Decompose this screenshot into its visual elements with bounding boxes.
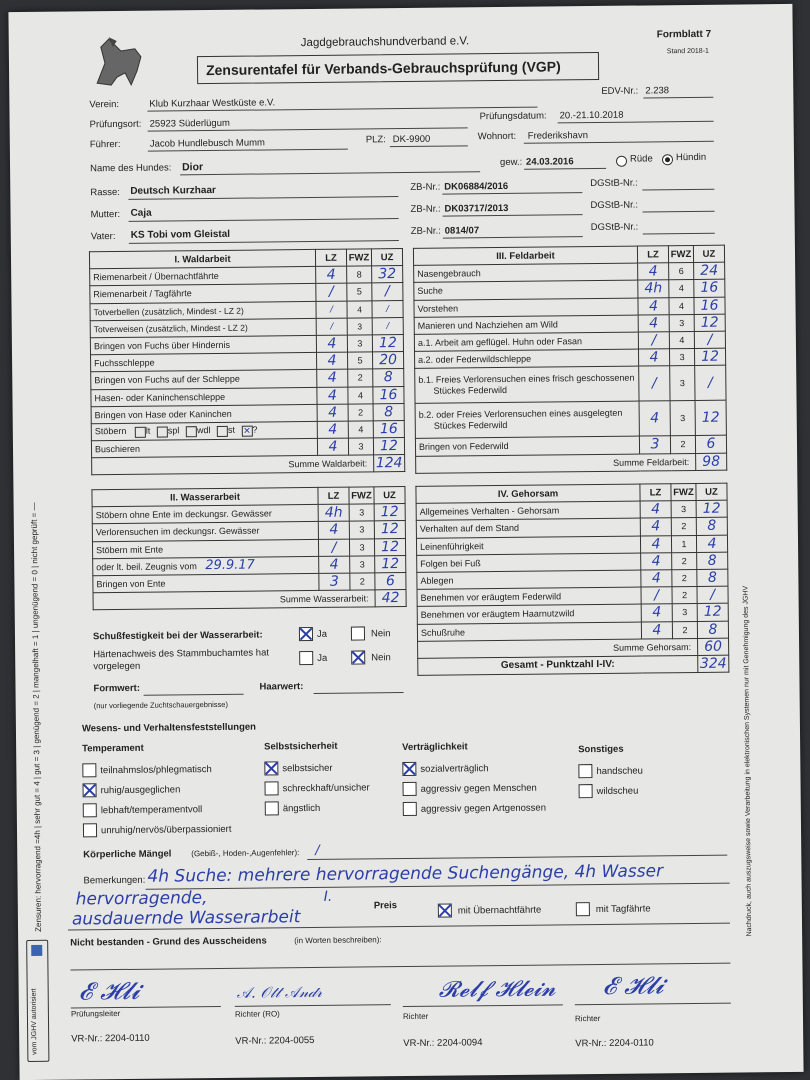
jghv-stamp-text: vom JGHV autorisiert [30,988,39,1055]
gehorsam-table: IV. Gehorsam LZ FWZ UZ Allgemeines Verhalten - Gehorsam 4 3 12 Verhalten auf dem Stand 4 2 8 Leinenführigkeit 4 1 4 Folgen bei Fuß 4 2 8 Ablegen 4 2 8 Benehmen vor eräugtem Federwild / 2 / Benehmen vor eräugtem Haarnutzwild 4 3 12 Schußruhe 4 2 8 Summe Gehorsam: 60 Gesamt - Punktzahl I-IV: 324 [415,483,729,676]
zb1-value: DK06884/2016 [444,180,509,193]
table-row: Stöbern lt spl wdl st ✕ ? 4 4 16 [91,420,404,440]
table-row: a.1. Arbeit am geflügel. Huhn oder Fasan / 4 / [414,331,725,351]
wasser-sum-row: Summe Wasserarbeit: 42 [93,590,406,610]
jghv-logo-icon [31,945,42,956]
nb-note: (in Worten beschreiben): [294,935,382,946]
datum-label: Prüfungsdatum: [479,110,547,123]
maengel-note: (Gebiß-, Hoden-,Augenfehler): [191,848,300,859]
table-row: Allgemeines Verhalten - Gehorsam 4 3 12 [416,500,727,520]
sonst-label-1: wildscheu [596,785,639,798]
selbst-title: Selbstsicherheit [264,740,338,753]
vertrag-label-1: aggressiv gegen Menschen [420,782,537,795]
uebernacht-checkbox[interactable] [438,904,452,918]
sonst-title: Sonstiges [578,743,624,756]
table-row: a.2. oder Federwildschleppe 4 3 12 [415,348,726,368]
gehorsam-title: IV. Gehorsam [416,484,640,504]
preis-number: I. [323,888,333,905]
mutter-label: Mutter: [90,208,121,221]
verein-value: Klub Kurzhaar Westküste e.V. [149,97,276,110]
ruede-radio[interactable] [616,156,627,167]
table-row: Totverweisen (zusätzlich, Mindest - LZ 2) / 3 / [90,317,403,337]
vertrag-title: Verträglichkeit [402,741,468,754]
schuss-nein-checkbox[interactable] [351,626,365,640]
sig-label-4: Richter [574,1013,601,1024]
ruede-label: Rüde [629,153,653,165]
vater-value: KS Tobi vom Gleistal [130,228,231,241]
temperament-checkbox-3[interactable] [83,823,97,837]
nb-label: Nicht bestanden - Grund des Ausscheidens [70,935,267,949]
gehorsam-sum-row: Summe Gehorsam: 60 [418,638,729,658]
haerte-ja-label: Ja [317,652,328,664]
fuehrer-label: Führer: [89,138,121,151]
wasser-title: II. Wasserarbeit [92,487,318,507]
vertrag-label-0: sozialverträglich [420,763,489,775]
table-row: Folgen bei Fuß 4 2 8 [417,552,728,572]
zucht-note: (nur vorliegende Zuchtschauergebnisse) [93,699,228,711]
huendin-radio[interactable] [662,154,673,165]
table-row: Nasengebrauch 4 6 24 [414,262,725,282]
form-title: Zensurentafel für Verbands-Gebrauchsprüfung (VGP) [205,58,561,79]
ort-label: Prüfungsort: [89,118,142,131]
table-row: b.2. oder Freies Verlorensuchen eines ausgelegten Stückes Federwild 4 3 12 [415,400,726,438]
vertrag-checkbox-2[interactable] [403,802,417,816]
verein-label: Verein: [89,98,120,111]
vertrag-label-2: aggressiv gegen Artgenossen [420,802,547,815]
uebernacht-label: mit Übernachtfährte [457,904,542,917]
table-row: Hasen- oder Kaninchenschleppe 4 4 16 [91,386,404,406]
table-row: Stöbern ohne Ente im deckungsr. Gewässer 4h 3 12 [92,504,405,524]
edv-value: 2.238 [645,85,670,97]
table-row: Benehmen vor eräugtem Haarnutzwild 4 3 12 [417,603,728,623]
selbst-checkbox-1[interactable] [265,781,279,795]
ort-value: 25923 Süderlügum [149,117,230,130]
zb3-value: 0814/07 [444,225,480,237]
bem-line-3: ausdauernde Wasserarbeit [71,907,301,930]
tagfaehrte-label: mit Tagfährte [595,903,651,916]
temperament-label-3: unruhig/nervös/überpassioniert [100,823,232,837]
signature-4: 𝓔 𝓗𝓵𝓲 [602,971,664,1000]
wald-sum-row: Summe Waldarbeit: 124 [92,455,405,475]
zb1-label: ZB-Nr.: [410,181,441,193]
table-row: Benehmen vor eräugtem Federwild / 2 / [417,586,728,606]
temperament-label-1: ruhig/ausgeglichen [100,784,181,797]
edv-label: EDV-Nr.: [601,85,639,97]
dgstb3-label: DGStB-Nr.: [590,221,639,234]
table-row: oder lt. beil. Zeugnis vom 29.9.17 4 3 12 [93,555,406,575]
vater-label: Vater: [90,231,116,243]
gew-value: 24.03.2016 [525,156,574,168]
table-row: Bringen von Federwild 3 2 6 [415,435,726,455]
table-row: b.1. Freies Verlorensuchen eines frisch geschossenen Stückes Federwild / 3 / [415,365,726,403]
table-row: Schußruhe 4 2 8 [417,621,728,641]
table-row: Ablegen 4 2 8 [417,569,728,589]
table-row: Stöbern mit Ente / 3 12 [92,538,405,558]
selbst-checkbox-0[interactable] [264,761,278,775]
haerte-ja-checkbox[interactable] [299,651,313,665]
schuss-ja-label: Ja [316,628,328,640]
table-row: Fuchsschleppe 4 5 20 [91,352,404,372]
datum-value: 20.-21.10.2018 [559,109,624,122]
temperament-label-0: teilnahmslos/phlegmatisch [100,764,212,777]
selbst-label-2: ängstlich [282,802,321,815]
haerte-nein-checkbox[interactable] [351,650,365,664]
table-row: Buschieren 4 3 12 [91,438,404,458]
table-row: Manieren und Nachziehen am Wild 4 3 12 [414,314,725,334]
dgstb1-label: DGStB-Nr.: [590,177,638,190]
temperament-checkbox-1[interactable] [83,783,97,797]
preis-label: Preis [373,900,398,912]
sonst-checkbox-0[interactable] [578,764,592,778]
rasse-value: Deutsch Kurzhaar [130,184,216,197]
dog-logo-icon [87,33,150,92]
maengel-label: Körperliche Mängel [83,848,172,861]
temperament-label-2: lebhaft/temperamentvoll [100,804,203,817]
sig-label-2: Richter (RO) [234,1009,280,1019]
grade-legend: Zensuren: hervorragend =4h | sehr gut = 4 | gut = 3 | genügend = 2 | mangelhaft = 1 | ungenügend = 0 | nicht geprüft = — [29,502,44,932]
wohnort-value: Frederikshavn [527,130,589,142]
bem-label: Bemerkungen: [83,874,146,887]
feld-title: III. Feldarbeit [413,246,637,266]
wohnort-label: Wohnort: [477,130,517,143]
table-row: Leinenführigkeit 4 1 4 [416,535,727,555]
vr-number-1: VR-Nr.: 2204-0110 [71,1032,150,1045]
gew-label: gew.: [499,156,523,168]
selbst-label-0: selbstsicher [282,762,333,775]
sig-label-3: Richter [402,1011,429,1022]
feld-sum-row: Summe Feldarbeit: 98 [416,453,727,473]
hund-label: Name des Hundes: [90,162,172,175]
form-number: Formblatt 7 [656,28,712,41]
table-row: Suche 4h 4 16 [414,280,725,300]
wald-table: I. Waldarbeit LZ FWZ UZ Riemenarbeit / Übernachtfährte 4 8 32 Riemenarbeit / Tagfährte / 5 / Totverbellen (zusätzlich, Mindest - LZ 2) / 4 / Totverweisen (zusätzlich, Mindest - LZ 2) / 3 / Bringen von Fuchs über Hindernis 4 3 12 Fuchsschleppe 4 5 20 Bringen von Fuchs auf der Schleppe 4 2 8 Hasen- oder Kaninchenschleppe 4 4 16 Bringen von Hase oder Kaninchen 4 2 8 Stöbern lt spl wdl st ✕ ? 4 4 16 Buschieren 4 3 12 Summe Waldarbeit: 124 [89,248,405,476]
feld-table: III. Feldarbeit LZ FWZ UZ Nasengebrauch 4 6 24 Suche 4h 4 16 Vorstehen 4 4 16 Manieren und Nachziehen am Wild 4 3 12 a.1. Arbeit am geflügel. Huhn oder Fasan / 4 / a.2. oder Federwildschleppe 4 3 12 b.1. Freies Verlorensuchen eines frisch geschossenen Stückes Federwild / 3 / b.2. oder Freies Verlorensuchen eines ausgelegten Stückes Federwild 4 3 12 Bringen von Federwild 3 2 6 Summe Feldarbeit: 98 [413,245,727,474]
selbst-label-1: schreckhaft/unsicher [282,782,370,795]
table-row: Riemenarbeit / Tagfährte / 5 / [90,283,403,303]
rasse-label: Rasse: [90,186,120,199]
total-row: Gesamt - Punktzahl I-IV: 324 [418,655,729,675]
maengel-value: / [315,842,320,858]
table-row: Bringen von Fuchs auf der Schleppe 4 2 8 [91,369,404,389]
mutter-value: Caja [130,207,152,219]
bem-line-1: 4h Suche: mehrere hervorragende Suchengänge, 4h Wasser [147,861,664,887]
title-box [197,52,599,84]
vertrag-checkbox-1[interactable] [403,782,417,796]
sonst-checkbox-1[interactable] [579,784,593,798]
zb2-label: ZB-Nr.: [410,203,441,215]
table-row: Bringen von Hase oder Kaninchen 4 2 8 [91,403,404,423]
huendin-label: Hündin [675,151,707,164]
temperament-checkbox-0[interactable] [82,763,96,777]
table-row: Bringen von Fuchs über Hindernis 4 3 12 [90,334,403,354]
haarwert-label: Haarwert: [259,681,304,693]
wasser-table: II. Wasserarbeit LZ FWZ UZ Stöbern ohne Ente im deckungsr. Gewässer 4h 3 12 Verlorensuchen im deckungsr. Gewässer 4 3 12 Stöbern mit Ente / 3 12 oder lt. beil. Zeugnis vom 29.9.17 4 3 12 Bringen von Ente 3 2 6 Summe Wasserarbeit: 42 [91,486,406,611]
formwert-label: Formwert: [93,682,141,695]
zb2-value: DK03717/2013 [444,202,509,215]
plz-label: PLZ: [365,134,386,146]
sig-label-1: Prüfungsleiter [70,1009,121,1019]
schuss-ja-checkbox[interactable] [299,627,313,641]
temperament-title: Temperament [82,742,144,755]
table-row: Verlorensuchen im deckungsr. Gewässer 4 3 12 [92,521,405,541]
haerte-label: Härtenachweis des Stammbuchamtes hat vorgelegen [93,647,270,673]
bem-line-2: hervorragende, [75,888,208,910]
form-sheet [8,4,803,1080]
signature-2: 𝒜. 𝒪𝓉𝓉 𝒜𝓃𝒹𝓇 [236,982,323,1002]
vr-number-3: VR-Nr.: 2204-0094 [403,1037,483,1050]
vr-number-2: VR-Nr.: 2204-0055 [235,1034,315,1047]
zb3-label: ZB-Nr.: [410,225,441,237]
jghv-stamp [26,940,49,1062]
table-row: Totverbellen (zusätzlich, Mindest - LZ 2) / 4 / [90,300,403,320]
schuss-label: Schußfestigkeit bei der Wasserarbeit: [92,629,263,643]
dgstb2-label: DGStB-Nr.: [590,199,639,212]
hund-value: Dior [182,161,204,174]
org-name: Jagdgebrauchshundverband e.V. [300,35,470,50]
form-stand: Stand 2018-1 [666,47,709,56]
copyright-note: Nachdruck, auch auszugsweise sowie Verarbeitung in elektronischen Systemen nur mit Genehmigung des JGHV [742,585,754,937]
signature-3: 𝓡𝓮𝓵𝓯 𝓗𝓵𝓮𝓲𝓷 [438,976,556,1003]
plz-value: DK-9900 [392,133,431,146]
table-row: Verhalten auf dem Stand 4 2 8 [416,518,727,538]
fuehrer-value: Jacob Hundlebusch Mumm [149,137,265,150]
signature-1: 𝓔 𝓗𝓵𝓲 [78,976,140,1006]
tagfaehrte-checkbox[interactable] [576,902,590,916]
haerte-nein-label: Nein [371,652,391,664]
sonst-label-0: handscheu [596,765,643,778]
table-row: Vorstehen 4 4 16 [414,297,725,317]
vertrag-checkbox-0[interactable] [402,762,416,776]
selbst-checkbox-2[interactable] [265,801,279,815]
temperament-checkbox-2[interactable] [83,803,97,817]
table-row: Riemenarbeit / Übernachtfährte 4 8 32 [90,266,403,286]
wesen-title: Wesens- und Verhaltensfeststellungen [81,721,257,735]
schuss-nein-label: Nein [370,628,391,640]
wald-title: I. Waldarbeit [89,249,315,269]
table-row: Bringen von Ente 3 2 6 [93,572,406,592]
vr-number-4: VR-Nr.: 2204-0110 [575,1037,654,1050]
